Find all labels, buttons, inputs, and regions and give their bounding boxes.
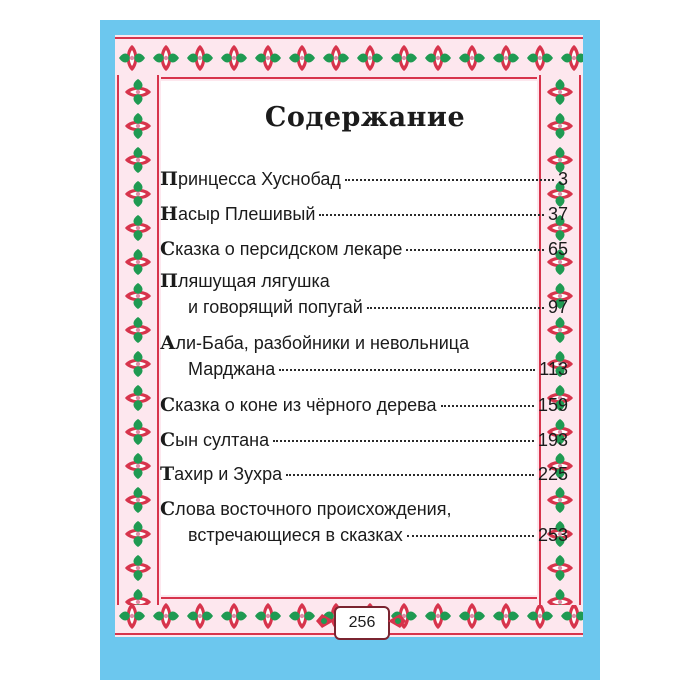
leader-dots (441, 405, 534, 407)
toc-entry (160, 168, 568, 190)
ornament-left-border (115, 75, 161, 605)
leader-dots (367, 307, 544, 309)
toc-page-number: 225 (537, 464, 568, 484)
toc-page-number: 253 (537, 525, 568, 545)
toc-entry-title (160, 429, 269, 451)
page-number-badge: 256 (334, 606, 390, 640)
toc-page-number: 3 (557, 169, 568, 189)
toc-entry-title (160, 203, 315, 225)
leader-dots (406, 249, 544, 251)
toc-entry-text: лова восточного происхождения, (175, 499, 452, 519)
leader-dots (345, 179, 554, 181)
toc-page-number: 113 (539, 359, 568, 379)
toc-entry-text: ринцесса Хуснобад (177, 169, 341, 189)
toc-entry (160, 463, 568, 485)
toc-entry-text: ын султана (175, 430, 270, 450)
toc-entry-title (160, 332, 469, 354)
toc-entry-line1 (160, 498, 568, 520)
drop-cap: П (160, 270, 178, 292)
page-title: Содержание (264, 102, 466, 133)
drop-cap: Н (160, 203, 178, 225)
toc-page-number: 65 (547, 239, 568, 259)
drop-cap: П (160, 168, 178, 190)
toc-entry-title (160, 498, 451, 520)
table-of-contents (160, 90, 570, 560)
toc-entry (160, 429, 568, 451)
toc-entry-continuation: и говорящий попугай (188, 297, 363, 317)
toc-page-number: 97 (547, 297, 568, 317)
toc-page-number: 37 (547, 204, 568, 224)
drop-cap: А (160, 332, 176, 354)
toc-page-number: 159 (537, 395, 568, 415)
toc-entry-line1 (160, 332, 568, 354)
toc-entry-title (160, 394, 437, 416)
toc-page-number: 193 (537, 430, 568, 450)
leader-dots (273, 440, 534, 442)
leader-dots (286, 474, 534, 476)
toc-entry (160, 238, 568, 260)
toc-entry-continuation: встречающиеся в сказках (188, 525, 403, 545)
toc-entry-line2 (188, 525, 568, 546)
toc-entry (160, 203, 568, 225)
toc-entry-text: асыр Плешивый (177, 204, 316, 224)
badge-right-ornament (388, 612, 408, 630)
toc-entry-text: казка о коне из чёрного дерева (175, 395, 437, 415)
toc-entry-title (160, 238, 402, 260)
toc-entry-title (160, 463, 282, 485)
toc-entry-title (160, 168, 341, 190)
toc-entry-continuation: Марджана (188, 359, 276, 379)
badge-left-ornament (314, 612, 334, 630)
drop-cap: С (160, 429, 176, 451)
toc-entry-title (160, 270, 330, 292)
leader-dots (319, 214, 544, 216)
toc-entry-text: казка о персидском лекаре (175, 239, 403, 259)
toc-entry-line2 (188, 359, 568, 380)
drop-cap: С (160, 498, 176, 520)
ornament-top-border (115, 35, 583, 81)
drop-cap: С (160, 394, 176, 416)
leader-dots (279, 369, 535, 371)
toc-entry-text: ахир и Зухра (174, 464, 283, 484)
toc-entry-text: ляшущая лягушка (177, 271, 330, 291)
leader-dots (407, 535, 534, 537)
drop-cap: Т (160, 463, 175, 485)
drop-cap: С (160, 238, 176, 260)
toc-entry-line2 (188, 297, 568, 318)
toc-entry (160, 394, 568, 416)
toc-entry-line1 (160, 270, 568, 292)
toc-entry-text: ли-Баба, разбойники и невольница (175, 333, 470, 353)
